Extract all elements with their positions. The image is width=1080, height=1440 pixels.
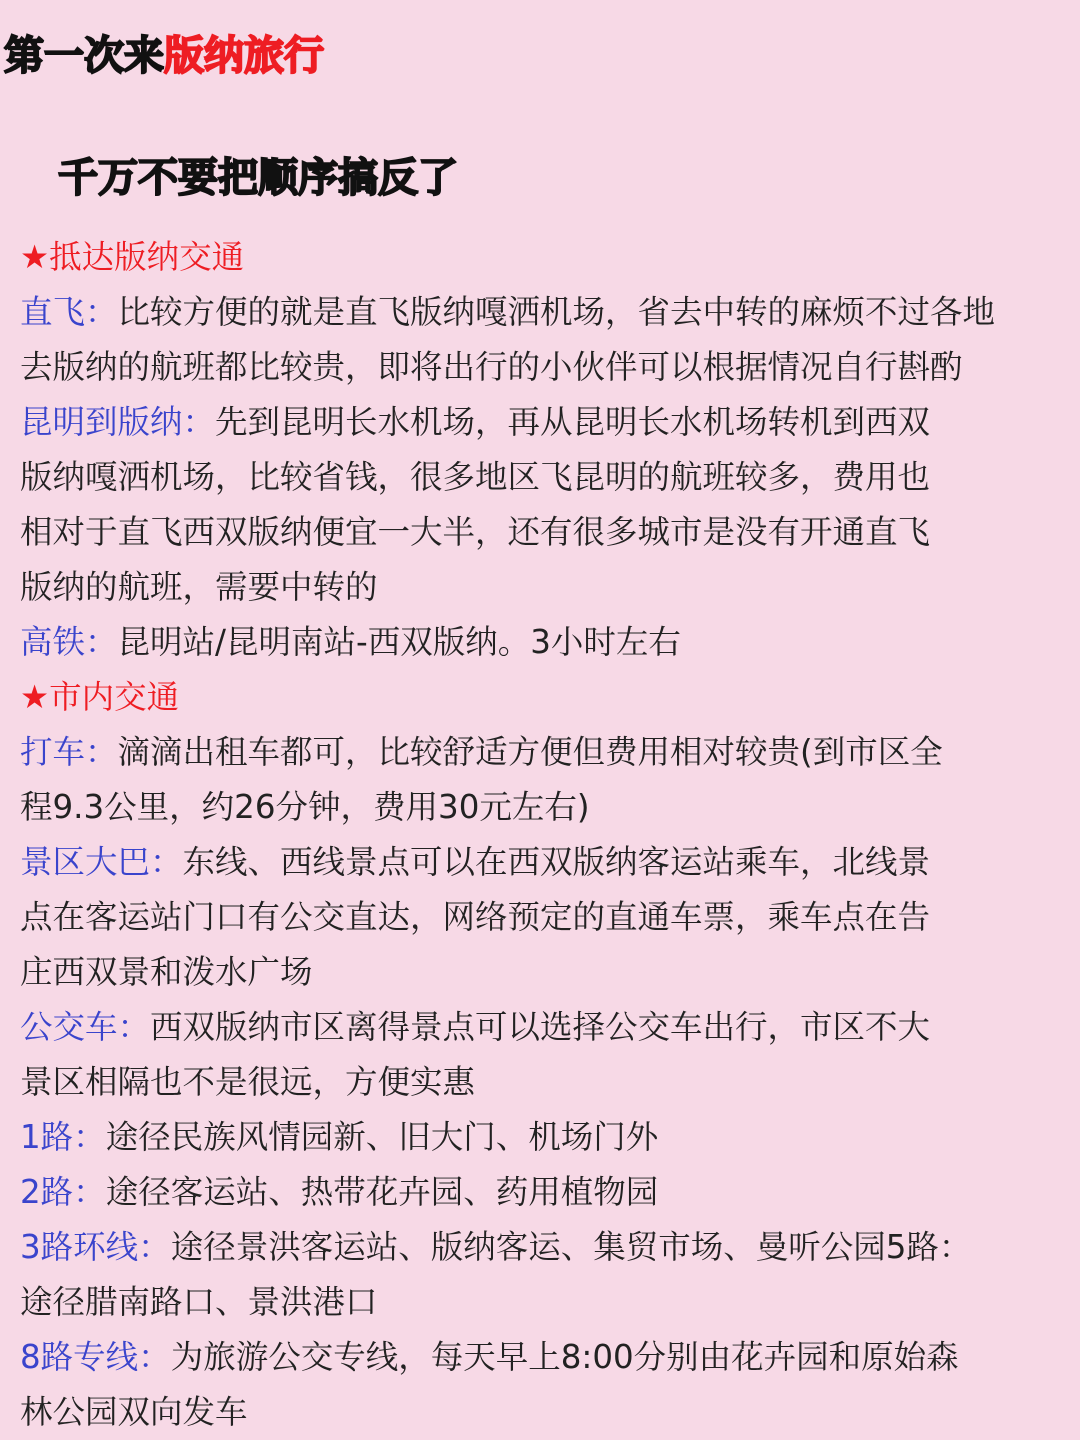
title-red-part: 版纳旅行 xyxy=(164,33,324,79)
text-line: 相对于直飞西双版纳便宜一大半，还有很多城市是没有开通直飞 xyxy=(20,513,931,551)
text-line: 景区大巴：东线、西线景点可以在西双版纳客运站乘车，北线景 xyxy=(20,843,931,881)
text-line: 版纳的航班，需要中转的 xyxy=(20,568,378,606)
text-line: 直飞：比较方便的就是直飞版纳嘎洒机场，省去中转的麻烦不过各地 xyxy=(20,293,996,331)
text-line: 程9.3公里，约26分钟，费用30元左右) xyxy=(20,788,590,826)
item-label: 公交车： xyxy=(20,1008,151,1046)
text-line: 去版纳的航班都比较贵，即将出行的小伙伴可以根据情况自行斟酌 xyxy=(20,348,963,386)
text-line: 庄西双景和泼水广场 xyxy=(20,953,313,991)
item-label: 高铁： xyxy=(20,623,118,661)
text-line: 版纳嘎洒机场，比较省钱，很多地区飞昆明的航班较多，费用也 xyxy=(20,458,931,496)
item-label: 景区大巴： xyxy=(20,843,183,881)
title-line-2: 千万不要把顺序搞反了 xyxy=(58,155,458,201)
item-label: 昆明到版纳： xyxy=(20,403,216,441)
item-label: 3路环线： xyxy=(20,1228,171,1266)
item-label: 8路专线： xyxy=(20,1338,171,1376)
section-heading-arrival: ★抵达版纳交通 xyxy=(20,238,245,276)
text-line: 点在客运站门口有公交直达，网络预定的直通车票，乘车点在告 xyxy=(20,898,931,936)
text-line: 公交车：西双版纳市区离得景点可以选择公交车出行，市区不大 xyxy=(20,1008,931,1046)
article-body xyxy=(20,230,1070,1440)
text-line: 途径腊南路口、景洪港口 xyxy=(20,1283,378,1321)
section-heading-city: ★市内交通 xyxy=(20,678,180,716)
title-black-part: 第一次来 xyxy=(4,33,164,79)
text-line: 高铁：昆明站/昆明南站-西双版纳。3小时左右 xyxy=(20,623,681,661)
text-line: 林公园双向发车 xyxy=(20,1393,248,1431)
text-line: 2路：途径客运站、热带花卉园、药用植物园 xyxy=(20,1173,659,1211)
title-line-1 xyxy=(4,2,1080,110)
text-line: 1路：途径民族风情园新、旧大门、机场门外 xyxy=(20,1118,659,1156)
item-label: 打车： xyxy=(20,733,118,771)
text-line: 3路环线：途径景洪客运站、版纳客运、集贸市场、曼听公园5路： xyxy=(20,1228,972,1266)
text-line: 景区相隔也不是很远，方便实惠 xyxy=(20,1063,476,1101)
text-line: 昆明到版纳：先到昆明长水机场，再从昆明长水机场转机到西双 xyxy=(20,403,931,441)
text-line: 8路专线：为旅游公交专线，每天早上8:00分别由花卉园和原始森 xyxy=(20,1338,959,1376)
text-line: 打车：滴滴出租车都可，比较舒适方便但费用相对较贵(到市区全 xyxy=(20,733,943,771)
item-label: 2路： xyxy=(20,1173,106,1211)
item-label: 直飞： xyxy=(20,293,118,331)
item-label: 1路： xyxy=(20,1118,106,1156)
